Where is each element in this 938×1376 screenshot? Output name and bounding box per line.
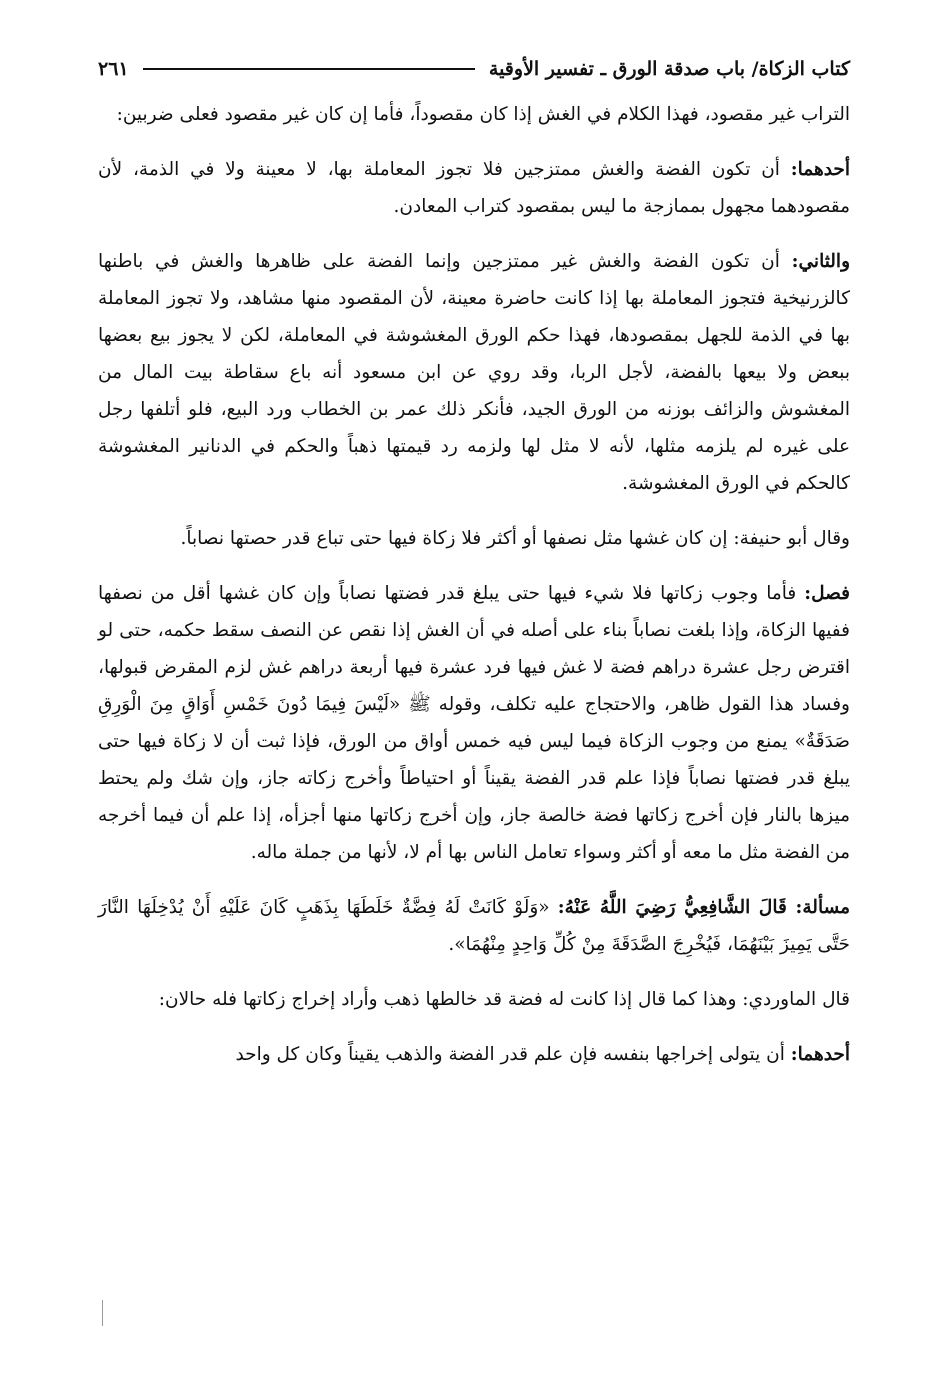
paragraph xyxy=(98,151,850,225)
paragraph xyxy=(98,981,850,1018)
chapter-title: كتاب الزكاة/ باب صدقة الورق ـ تفسير الأوقية xyxy=(488,58,850,80)
paragraph xyxy=(98,243,850,502)
page-body xyxy=(98,96,850,1073)
paragraph xyxy=(98,520,850,557)
paragraph xyxy=(98,1036,850,1073)
paragraph-text: «وَلَوْ كَانَتْ لَهُ فِضَّةٌ خَلَطَهَا بِذَهَبٍ كَانَ عَلَيْهِ أَنْ يُدْخِلَهَا النَّارَ حَتَّى يَمِيزَ بَيْنَهُمَا، فَيُخْرِجَ الصَّدَقَةَ مِنْ كُلِّ وَاحِدٍ مِنْهُمَا». xyxy=(98,897,850,955)
page-number: ٢٦١ xyxy=(98,58,129,80)
paragraph-lead: أحدهما: xyxy=(790,159,850,180)
header-rule xyxy=(143,68,475,70)
paragraph xyxy=(98,96,850,133)
paragraph-lead: أحدهما: xyxy=(790,1044,850,1065)
paragraph-text: وقال أبو حنيفة: إن كان غشها مثل نصفها أو أكثر فلا زكاة فيها حتى تباع قدر حصتها نصاباً. xyxy=(180,528,850,549)
paragraph-lead: والثاني: xyxy=(791,251,850,272)
paragraph xyxy=(98,575,850,871)
paragraph-text: أن يتولى إخراجها بنفسه فإن علم قدر الفضة والذهب يقيناً وكان كل واحد xyxy=(235,1044,791,1065)
paragraph xyxy=(98,889,850,963)
paragraph-lead: فصل: xyxy=(804,583,850,604)
running-header xyxy=(98,48,850,90)
paragraph-text: أن تكون الفضة والغش ممتزجين فلا تجوز المعاملة بها، لا معينة ولا في الذمة، لأن مقصودهما مجهول بممازجة ما ليس بمقصود كتراب المعادن. xyxy=(98,159,850,217)
scan-mark xyxy=(102,1300,103,1326)
paragraph-text: قال الماوردي: وهذا كما قال إذا كانت له فضة قد خالطها ذهب وأراد إخراج زكاتها فله حالان: xyxy=(158,989,850,1010)
paragraph-text: التراب غير مقصود، فهذا الكلام في الغش إذا كان مقصوداً، فأما إن كان غير مقصود فعلى ضربين: xyxy=(116,104,850,125)
paragraph-text: فأما وجوب زكاتها فلا شيء فيها حتى يبلغ قدر فضتها نصاباً وإن كان غشها أقل من نصفها ففيها الزكاة، وإذا بلغت نصاباً بناء على أصله في أن الغش إذا نقص عن النصف سقط حكمه، حتى لو اقترض رجل عشرة دراهم فضة لا غش فيها فرد عشرة فيها أربعة دراهم غش لزم المقرض قبولها، وفساد هذا القول ظاهر، والاحتجاج عليه تكلف، وقوله ﷺ «لَيْسَ فِيمَا دُونَ خَمْسِ أَوَاقٍ مِنَ الْوَرِقِ صَدَقَةٌ» يمنع من وجوب الزكاة فيما ليس فيه خمس أواق من الورق، فإذا ثبت أن لا زكاة فيها حتى يبلغ قدر فضتها نصاباً فإذا علم قدر الفضة يقيناً أو احتياطاً وأخرج زكاته جاز، وإن شك ولم يحتط ميزها بالنار فإن أخرج زكاتها فضة خالصة جاز، وإن أخرج زكاتها منها أجزأه، إذا علم أن فيما أخرجه من الفضة مثل ما معه أو أكثر وسواء تعامل الناس بها أم لا، لأنها من جملة ماله. xyxy=(98,583,850,863)
paragraph-lead: مسألة: قَالَ الشَّافِعِيُّ رَضِيَ اللَّهُ عَنْهُ: xyxy=(557,897,850,918)
paragraph-text: أن تكون الفضة والغش غير ممتزجين وإنما الفضة على ظاهرها والغش في باطنها كالزرنيخية فتجوز المعاملة بها إذا كانت حاضرة معينة، لأن المقصود منها مشاهد، ولا تجوز المعاملة بها في الذمة للجهل بمقصودها، فهذا حكم الورق المغشوشة في المعاملة، لكن لا يجوز بيع بعضها ببعض ولا بيعها بالفضة، لأجل الربا، وقد روي عن ابن مسعود أنه باع سقاطة بيت المال من المغشوش والزائف بوزنه من الورق الجيد، فأنكر ذلك عمر بن الخطاب ورد البيع، فلو أتلفها رجل على غيره لم يلزمه مثلها، لأنه لا مثل لها ولزمه رد قيمتها ذهباً والحكم في الدنانير المغشوشة كالحكم في الورق المغشوشة. xyxy=(98,251,850,494)
